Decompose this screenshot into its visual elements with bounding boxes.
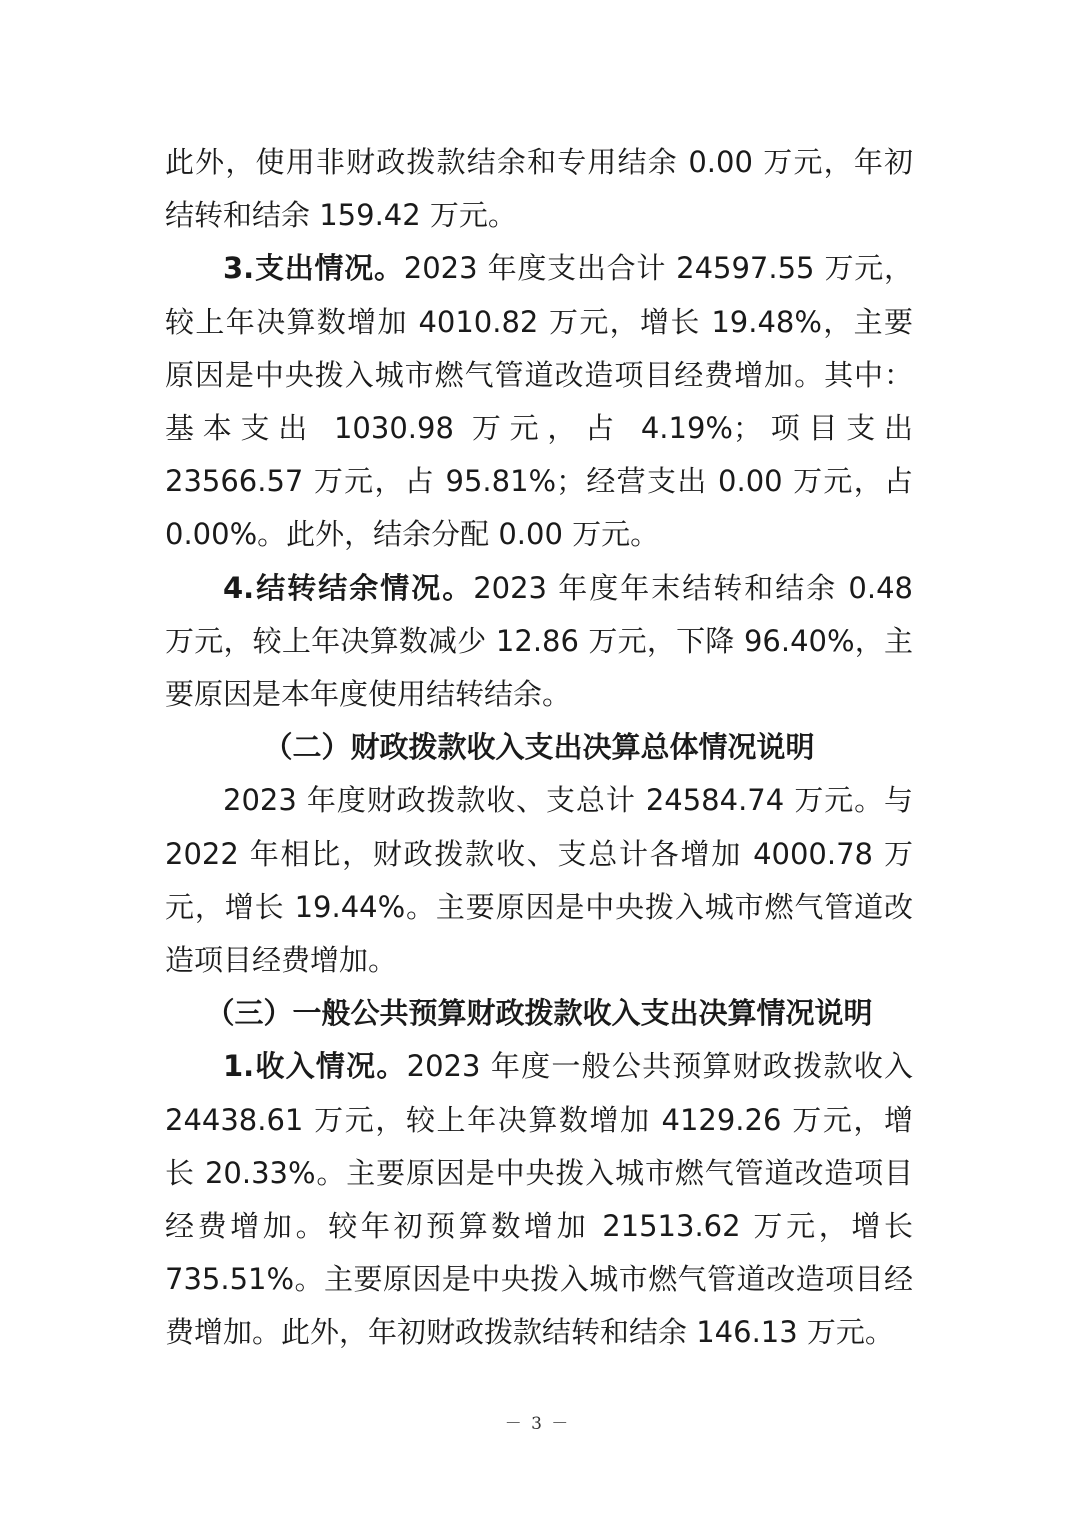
paragraph-general-budget-income bbox=[165, 1040, 913, 1359]
expenditure-text: 2023 年度支出合计 24597.55 万元，较上年决算数增加 4010.82 万元，增长 19.48%，主要原因是中央拨入城市燃气管道改造项目经费增加。其中：基本支出 1030.98 万元，占 4.19%；项目支出 23566.57 万元，占 95.81%；经营支出 0.00 万元，占 0.00%。此外，结余分配 0.00 万元。 bbox=[165, 251, 913, 552]
carryover-heading: 4.结转结余情况。 bbox=[223, 570, 474, 605]
paragraph-carryover-balance bbox=[165, 562, 913, 722]
income-heading: 1.收入情况。 bbox=[223, 1049, 407, 1084]
document-body bbox=[165, 136, 913, 1360]
page-number: － 3 － bbox=[504, 1414, 571, 1434]
expenditure-heading: 3.支出情况。 bbox=[223, 251, 404, 286]
paragraph-other-income-balance: 此外，使用非财政拨款结余和专用结余 0.00 万元，年初结转和结余 159.42 万元。 bbox=[165, 145, 913, 233]
section-title-fiscal-overall: （二）财政拨款收入支出决算总体情况说明 bbox=[263, 730, 815, 765]
carryover-text: 2023 年度年末结转和结余 0.48 万元，较上年决算数减少 12.86 万元，下降 96.40%，主要原因是本年度使用结转结余。 bbox=[165, 570, 914, 712]
section-title-general-budget: （三）一般公共预算财政拨款收入支出决算情况说明 bbox=[205, 996, 873, 1031]
income-text: 2023 年度一般公共预算财政拨款收入 24438.61 万元，较上年决算数增加 4129.26 万元，增长 20.33%。主要原因是中央拨入城市燃气管道改造项目经费增加。较年初预算数增加 21513.62 万元，增长 735.51%。主要原因是中央拨入城市燃气管道改造项目经费增加。此外，年初财政拨款结转和结余 146.13 万元。 bbox=[165, 1049, 913, 1350]
paragraph-fiscal-overall: 2023 年度财政拨款收、支总计 24584.74 万元。与 2022 年相比，财政拨款收、支总计各增加 4000.78 万元，增长 19.44%。主要原因是中央拨入城市燃气管道改造项目经费增加。 bbox=[165, 783, 913, 978]
paragraph-expenditure bbox=[165, 242, 913, 561]
